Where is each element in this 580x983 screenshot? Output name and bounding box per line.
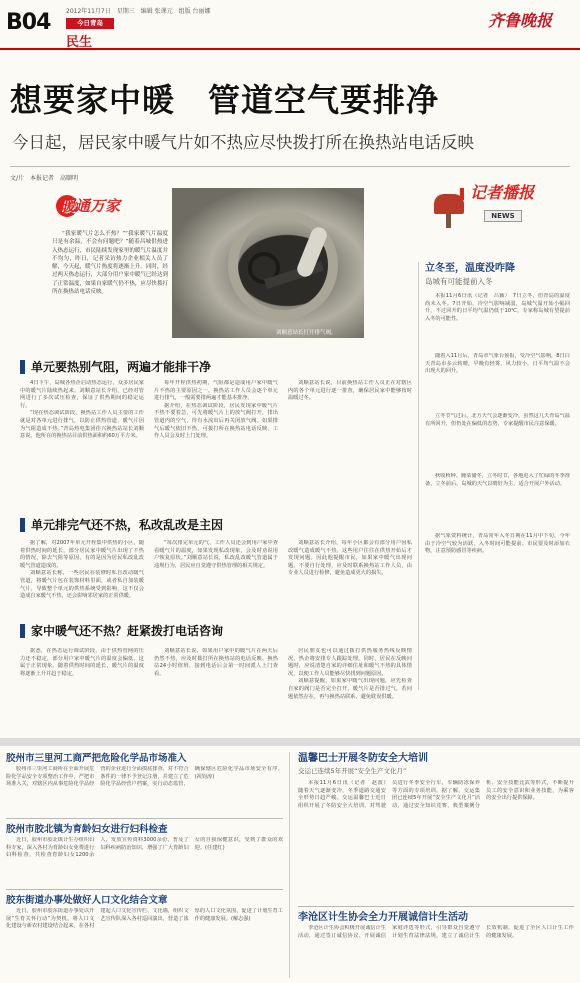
- newspaper-logo: 齐鲁晚报: [488, 11, 553, 30]
- brief4-subtitle: 交运已连续5年开展“安全生产文化月”: [298, 767, 407, 775]
- mailbox-post: [446, 214, 451, 228]
- section2-body: [20, 540, 412, 634]
- side-story-p3: 立冬节气过后，北方天气会逐渐变冷，虽然这几天青岛气温有所回升，但仍处在偏低的态势，专家提醒市民注意保暖。: [425, 413, 570, 427]
- reporter-label: 记者播报: [470, 183, 535, 202]
- section2-title: 单元排完气还不热，私改乱改是主因: [31, 518, 224, 532]
- brief4-title: 温馨巴士开展冬防安全大培训: [298, 753, 428, 764]
- bottom-divider: [0, 738, 580, 746]
- special-logo: [56, 192, 140, 222]
- mailbox-icon: [430, 186, 474, 228]
- section2-header: [20, 516, 410, 533]
- section2-p3: “每次排完单元的气，工作人员还会到用户家中查看暖气片的温度，如果发现私改现象，会及时劝说用户恢复原状。”刘顺意站长说，私改乱改暖气管道属于违规行为，居民应自觉遵守供热管理的相关规定。: [154, 540, 278, 569]
- section1-title: 单元要热别气阻，两遍才能排干净: [31, 360, 212, 374]
- brief4-body: 本报11月6日讯（记者 赵波） 随着天气逐渐变冷，冬季道路交通安全形势日趋严峻。交运温馨巴士近日组织开展了冬防安全大培训，对驾驶员进行冬季安全行车、车辆防冻保养等方面的专项培训。据了解，交运集团已连续5年开展“安全生产文化月”活动，通过安全知识竞赛、典型案例分析、安全技能比武等形式，不断提升员工的安全意识和业务技能，为乘客的安全出行提供保障。: [298, 780, 574, 809]
- brief2-body: 近日，胶州市胶北镇计生办组织妇科专家，深入各村为育龄妇女免费进行妇科检查，共检查育龄妇女1200余人，发放宣传资料3000余份，普及了妇科疾病防治知识，增强了广大育龄妇女的自我保健意识，受到了群众的欢迎。(任建红): [6, 837, 283, 859]
- news-tag: NEWS: [484, 210, 522, 222]
- page-number: B04: [6, 10, 51, 35]
- side-story-p1: 本报11月6日讯（记者 吕颖） 7日立冬，但青岛的温度尚未入冬。7日开始，冷空气影响减弱，岛城气温开始小幅回升，不过回升的日平均气温仍低于10℃，专家称岛城有望提前入冬的可能性。: [425, 293, 570, 322]
- section-tag: 今日青岛: [66, 18, 114, 29]
- photo-caption: 刘顺意站长打开排气阀。: [276, 330, 337, 336]
- section-name: 民生: [66, 35, 93, 50]
- masthead: [0, 0, 580, 50]
- brief1-title: 胶州市三里河工商严把危险化学品市场准入: [6, 753, 187, 764]
- side-story: [418, 262, 570, 690]
- section1-p2: “现在热态调试阶段，换热站工作人员主要的工作就是对各单元进行排气，以防止供热管道、暖气片因为气阻造成不热。”青岛热电集团佳兴换热站站长刘顺意说，他所在的换热站目前供热面积约60万平方米。: [20, 410, 144, 440]
- brief4-divider: [298, 906, 574, 907]
- side-story-subtitle: 岛城有可能提前入冬: [425, 277, 493, 286]
- brief5-title: 李沧区计生协会全力开展诚信计生活动: [298, 912, 468, 923]
- section2-p4: 刘顺意站长介绍，每年小区都会有部分用户因私改暖气造成暖气不热，这些用户往往在供热开始后才发现问题。因此他提醒市民，如果家中暖气出现问题，不要自行处理，应及时联系换热站工作人员，由专业人员进行检修，避免造成更大的损失。: [288, 540, 412, 577]
- subheadline: 今日起，居民家中暖气片如不热应尽快拨打所在换热站电话反映: [12, 133, 474, 152]
- bottom-left: [6, 752, 290, 978]
- bottom-right: [298, 752, 574, 978]
- section1-p1: 4日下午，岛城各热企启动热态运行，众多居民家中的暖气片陆续热起来。刘顺意站长介绍，已经对管网进行了多次试压检查，保证了供热期间的稳定运行。: [20, 380, 144, 409]
- divider: [10, 166, 570, 167]
- side-story-p5: 据气象资料统计，青岛常年入冬日期在11月中下旬，今年由于冷空气较为活跃，入冬时间可能提前。市民要及时添加衣物，注意预防感冒等疾病。: [425, 533, 570, 555]
- mailbox-flag: [460, 188, 464, 200]
- section3-title: 家中暖气还不热？赶紧拨打电话咨询: [31, 624, 224, 638]
- brief1-body: 胶州市三里河工商所在全面开展危险化学品安全专项整治工作中，严把市场准入关，对辖区内从事危险化学品经营的企业进行全面摸底排查，对不符合条件的一律不予登记注册，并建立了危险化学品经营户档案，实行动态监管，确保辖区危险化学品市场安全有序。(祝钧涛): [6, 766, 283, 788]
- brief2-title: 胶州市胶北镇为育龄妇女进行妇科检查: [6, 824, 168, 835]
- section2-bar: [20, 518, 25, 532]
- reporter-box: [430, 176, 570, 236]
- section3-p4: 刘顺意提醒，如果家中暖气出现问题，应先检查自家的阀门是否完全打开，暖气片是否排过气，若问题依然存在，再与换热站联系，避免耽误供暖。: [288, 678, 412, 700]
- brief3-body: 近日，胶州市胶东街道办事处以开展“生育关怀行动”为契机，将人口文化建设与新农村建设结合起来，在各村建起人口文化宣传栏、文化墙，组织文艺宣传队深入各村巡回演出，营造了浓厚的人口文化氛围，促进了计划生育工作的健康发展。(解志强): [6, 908, 283, 930]
- section3-header: [20, 622, 410, 639]
- brief3-title: 胶东街道办事处做好人口文化结合文章: [6, 895, 168, 906]
- headline: 想要家中暖 管道空气要排净: [10, 81, 440, 119]
- byline: 文/片 本报记者 高顺明: [10, 175, 79, 182]
- photo-manhole: [172, 188, 364, 338]
- section3-p1: 据悉，在热态运行调试阶段，由于供热管网的压力还不稳定，部分用户家中暖气片的温度会偏低，这属于正常现象。随着供热时间的延长，暖气片的温度将逐渐上升并趋于稳定。: [20, 648, 144, 677]
- section3-body: [20, 648, 412, 732]
- section2-p2: 刘顺意站长称，一些居民在装修时私自改动暖气管道，将暖气片包在装饰材料里面，或者私自加装暖气片，导致整个单元的供热系统受到影响，这不仅会造成自家暖气不热，还会影响邻居家的正常供暖。: [20, 570, 144, 600]
- side-story-p2: 随着入11月后，青岛市气象台预报，受冷空气影响，8日白天青岛市多云转晴，早晚有轻雾，风力较小，日平均气温不会出现大的回升。: [425, 353, 570, 375]
- brief5-body: 李沧区计生协会积极开展诚信计生活动，通过签订诚信协议、开展诚信家庭评选等形式，引导群众自觉遵守计划生育法律法规，建立了诚信计生长效机制，促进了全区人口计生工作的健康发展。: [298, 925, 574, 939]
- special-logo-text: 暖通万家: [60, 197, 121, 215]
- brief1-divider: [6, 818, 283, 819]
- section1-header: [20, 358, 410, 375]
- section3-p2: 刘顺意站长说，如果用户家中的暖气片在两天后仍然不热，应及时拨打所在换热站的电话反映。换热站24小时值班，接到电话后会第一时间派人上门查看。: [154, 648, 278, 677]
- section1-p5: 刘顺意站长说，目前换热站工作人员正在对辖区内的各个单元进行逐一排查，确保居民家中能够按时温暖过冬。: [288, 380, 412, 402]
- section1-body: [20, 380, 412, 502]
- section2-p1: 据了解，对2007年单元开栓集中供热的小区，随着供热时间的延长，部分居民家中暖气片出现了不热的情况，除去气阻等原因，有的是因为居民私改乱改暖气管道造成的。: [20, 540, 144, 569]
- section1-bar: [20, 360, 25, 374]
- section1-p4: 据介绍，在热态调试阶段，居民发现家中暖气片不热不要着急，可先将暖气片上的放气阀打开，排出管道内的空气，待有水流出后再关闭放气阀。如果排气后暖气依旧不热，可拨打所在换热站电话反映，工作人员会及时上门处理。: [154, 402, 278, 440]
- side-story-p4: 秋收秋种、腌菜储冬，立冬时节，各地进入了忙碌的冬季准备，立冬前后，岛城的天气以晴好为主，适合开展户外活动。: [425, 473, 570, 487]
- brief2-divider: [6, 889, 283, 890]
- masthead-meta: 2012年11月7日 星期三 编辑 张课元 组版 台丽娜: [66, 8, 211, 15]
- section3-bar: [20, 624, 25, 638]
- side-story-title: 立冬至，温度没咋降: [425, 263, 515, 274]
- intro-text: “我家暖气片怎么不热？”“我家暖气片温度只是有余温，不会有问题吧？”随着昌城供热进入热态运行，市民陆续发现家里的暖气片温度并不均匀，昨日，记者采访热力企业相关人员了解，今天起，暖气片热度将逐渐上升。同时，经过两天热态运行，大部分用户家中暖气已经达到了正常温度，如果自家暖气仍不热，应尽快拨打所在换热站电话反映。: [52, 231, 168, 296]
- section3-p3: 居民朋友也可以通过拨打供热服务热线反映情况，热企将安排专人跟踪处理。同时，居民在反映问题时，应说清楚自家的详细住址和暖气不热的具体情况，以便工作人员能够尽快找到问题原因。: [288, 648, 412, 677]
- section1-p3: 每年开栓供热初期，气阻都是造成用户家中暖气片不热的主要原因之一。换热站工作人员会逐个单元进行排气，一般需要排两遍才能基本排净。: [154, 380, 278, 402]
